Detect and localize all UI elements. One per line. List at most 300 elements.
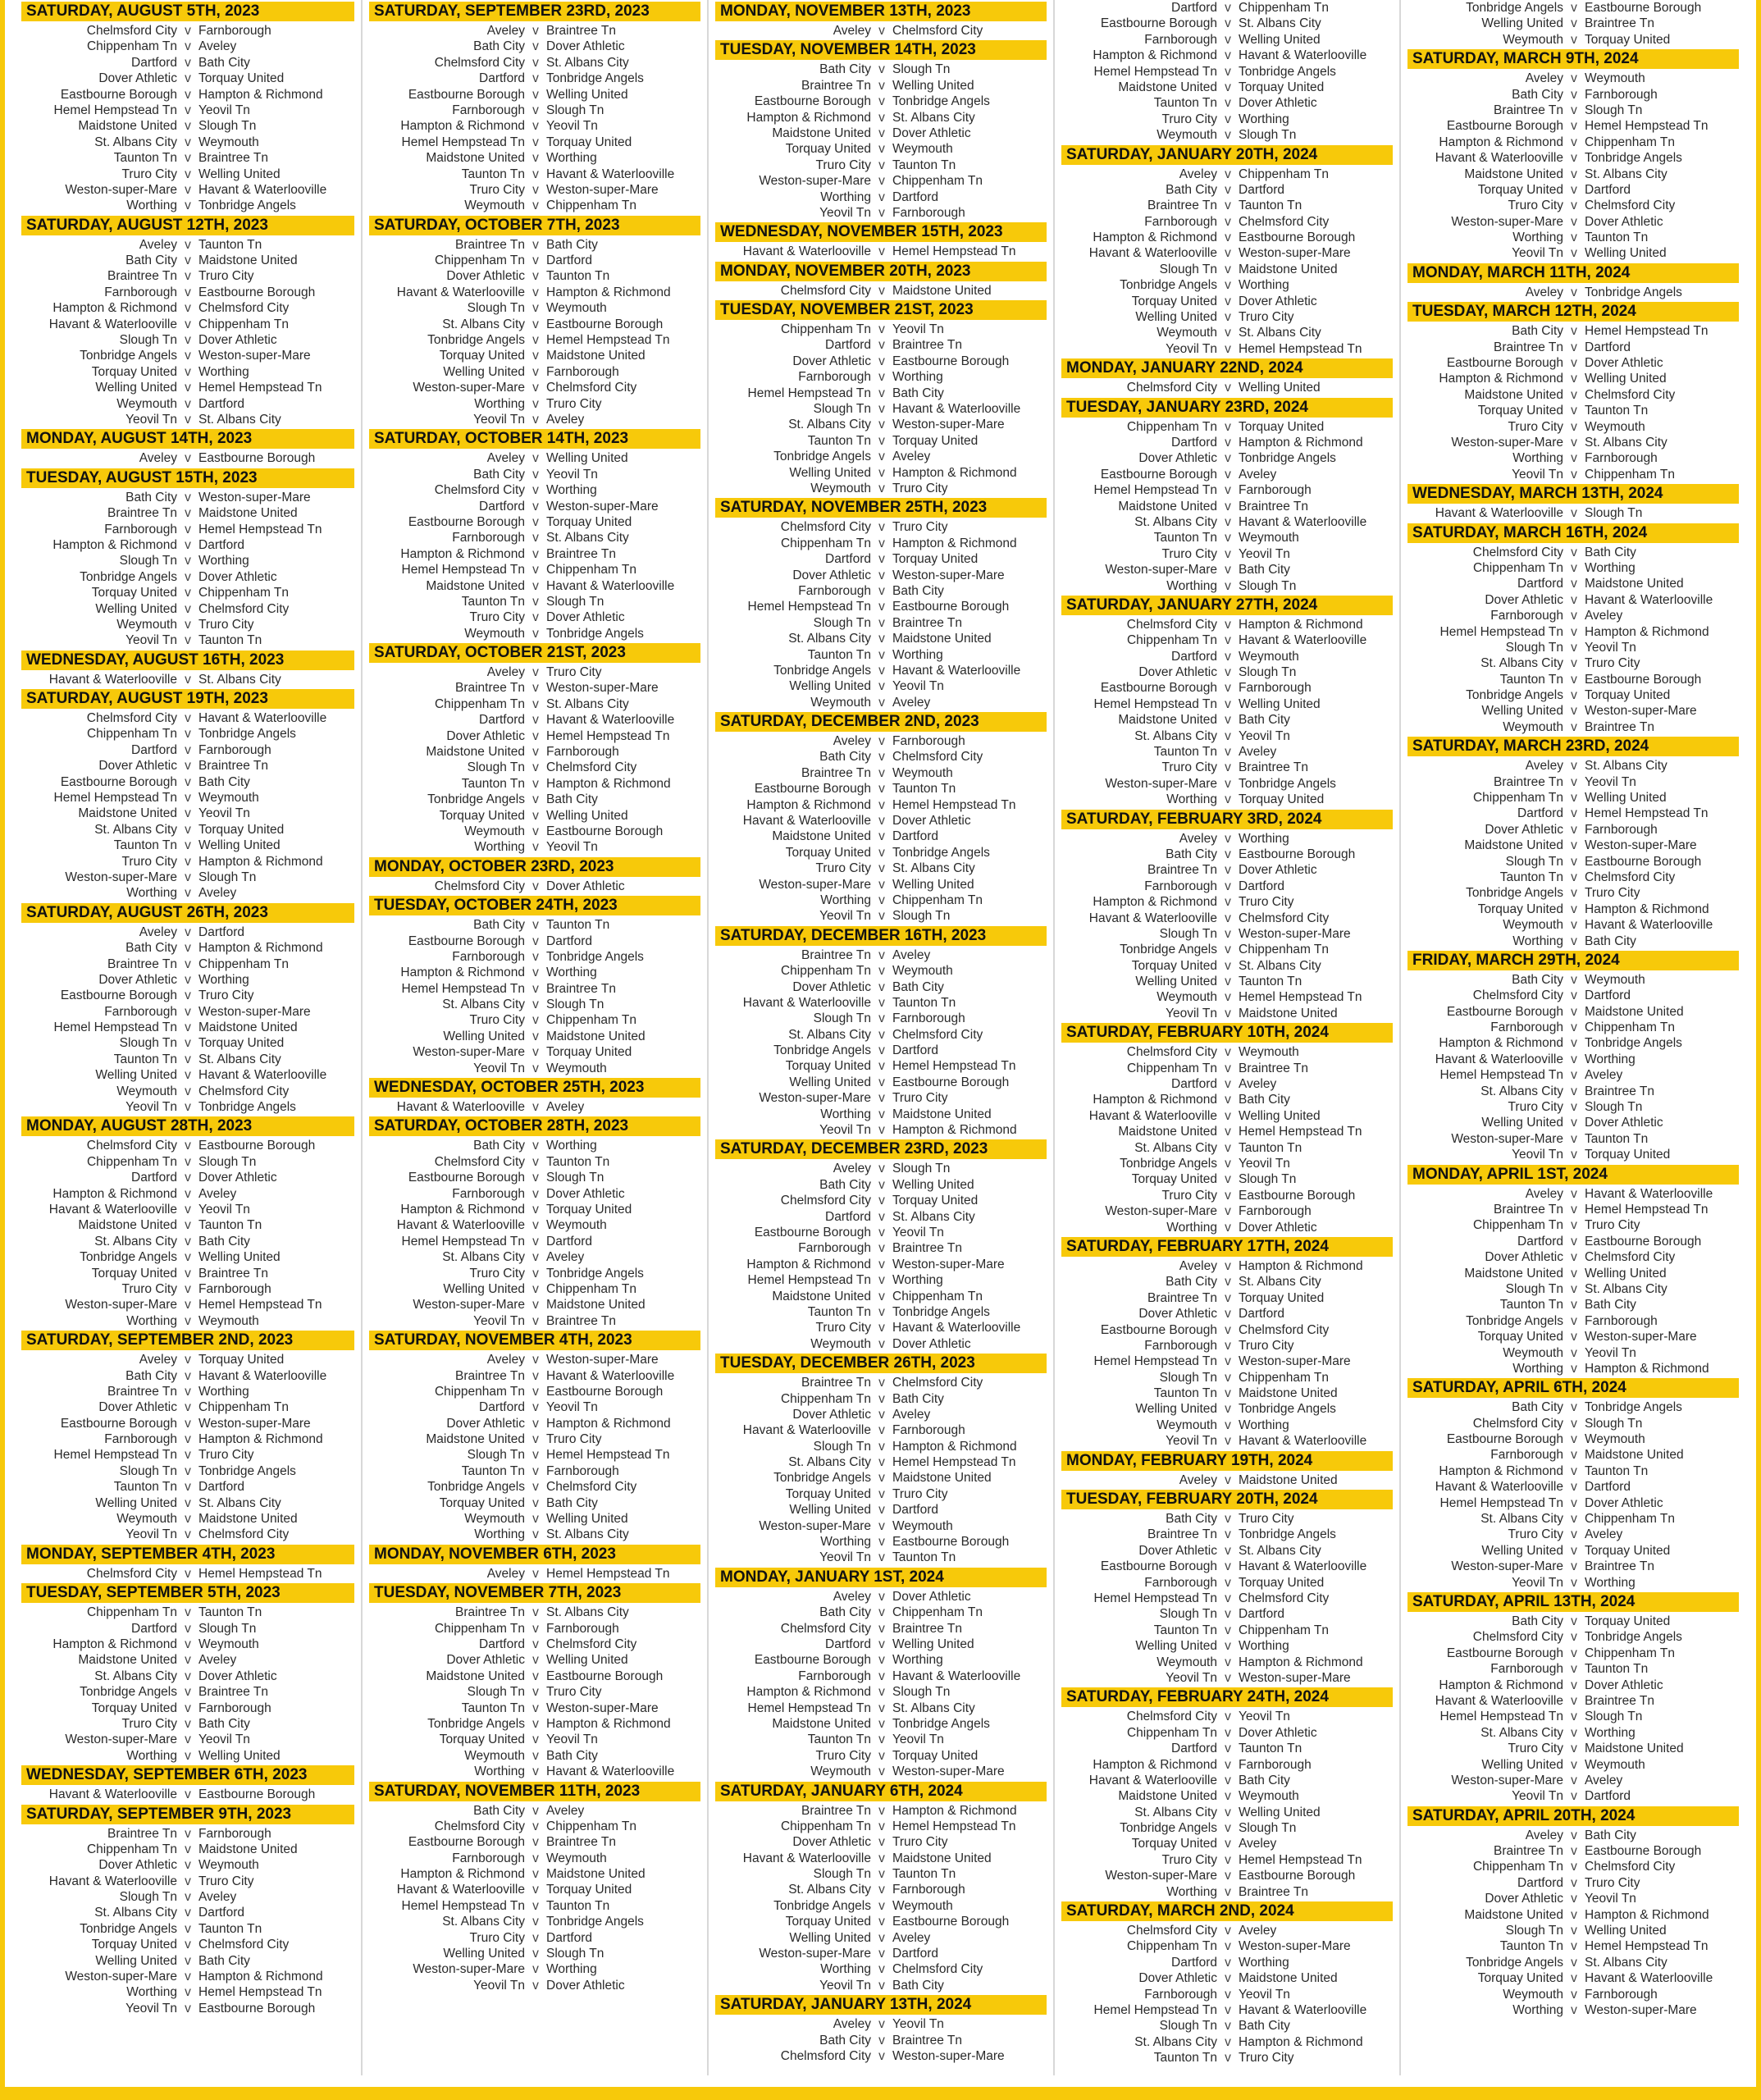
home-team: Farnborough bbox=[104, 285, 177, 299]
away-team: Weymouth bbox=[892, 1518, 953, 1533]
fixture-row bbox=[21, 1716, 354, 1732]
versus-separator: v bbox=[185, 569, 191, 584]
away-team: St. Albans City bbox=[892, 861, 975, 876]
fixture-row bbox=[1061, 182, 1393, 198]
home-team: Dartford bbox=[479, 499, 525, 514]
fixture-row bbox=[715, 1502, 1047, 1518]
versus-separator: v bbox=[1571, 1463, 1577, 1478]
home-team: Bath City bbox=[819, 2033, 871, 2048]
fixture-row bbox=[715, 995, 1047, 1011]
versus-separator: v bbox=[185, 727, 191, 742]
fixture-row bbox=[1061, 1623, 1393, 1638]
fixture-row bbox=[1407, 885, 1739, 901]
away-team: Braintree Tn bbox=[198, 1266, 269, 1281]
fixture-row bbox=[1061, 862, 1393, 878]
away-team: Havant & Waterlooville bbox=[892, 1669, 1021, 1683]
fixture-row bbox=[21, 412, 354, 427]
versus-separator: v bbox=[1225, 1527, 1231, 1542]
versus-separator: v bbox=[1225, 1655, 1231, 1669]
away-team: Dover Athletic bbox=[1585, 356, 1663, 371]
versus-separator: v bbox=[1225, 760, 1231, 775]
home-team: Weymouth bbox=[464, 1512, 525, 1527]
home-team: Worthing bbox=[1166, 578, 1217, 593]
date-header: SATURDAY, JANUARY 27TH, 2024 bbox=[1061, 596, 1393, 615]
fixture-row bbox=[369, 1701, 700, 1716]
fixture-row bbox=[21, 1787, 354, 1802]
home-team: Havant & Waterlooville bbox=[742, 244, 871, 259]
away-team: Eastbourne Borough bbox=[198, 285, 316, 299]
away-team: Braintree Tn bbox=[546, 24, 617, 38]
fixture-row bbox=[1407, 1788, 1739, 1804]
away-team: Farnborough bbox=[198, 24, 271, 38]
away-team: Farnborough bbox=[546, 364, 619, 379]
fixture-row bbox=[21, 2001, 354, 2016]
fixture-row bbox=[1061, 1006, 1393, 1021]
home-team: Maidstone United bbox=[78, 806, 177, 821]
away-team: Aveley bbox=[546, 1100, 585, 1115]
away-team: Eastbourne Borough bbox=[546, 1384, 664, 1399]
fixture-row bbox=[21, 1399, 354, 1415]
versus-separator: v bbox=[185, 711, 191, 726]
away-team: Truro City bbox=[1585, 886, 1640, 901]
versus-separator: v bbox=[1225, 617, 1231, 632]
away-team: Bath City bbox=[1585, 1828, 1636, 1842]
fixture-row bbox=[1407, 1004, 1739, 1020]
home-team: Dartford bbox=[825, 552, 871, 567]
home-team: St. Albans City bbox=[442, 317, 525, 331]
away-team: Havant & Waterlooville bbox=[198, 711, 327, 726]
home-team: Slough Tn bbox=[467, 1685, 525, 1700]
versus-separator: v bbox=[532, 934, 539, 948]
away-team: Taunton Tn bbox=[1239, 975, 1303, 989]
versus-separator: v bbox=[532, 1621, 539, 1636]
home-team: St. Albans City bbox=[94, 822, 177, 837]
fixture-row bbox=[369, 1352, 700, 1367]
away-team: Weston-super-Mare bbox=[892, 1257, 1005, 1271]
home-team: Truro City bbox=[1161, 1852, 1217, 1867]
versus-separator: v bbox=[1225, 199, 1231, 213]
away-team: Dartford bbox=[198, 537, 244, 552]
fixture-row bbox=[715, 797, 1047, 813]
fixture-row bbox=[1061, 1820, 1393, 1836]
date-header: MONDAY, JANUARY 22ND, 2024 bbox=[1061, 358, 1393, 378]
away-team: Chelmsford City bbox=[546, 1480, 637, 1495]
home-team: Slough Tn bbox=[1159, 2019, 1217, 2034]
fixture-row bbox=[21, 806, 354, 821]
home-team: Slough Tn bbox=[1505, 854, 1563, 869]
fixture-row bbox=[1061, 1987, 1393, 2002]
away-team: Hampton & Richmond bbox=[1239, 435, 1363, 450]
versus-separator: v bbox=[878, 1930, 885, 1945]
fixture-row bbox=[1061, 680, 1393, 696]
home-team: Maidstone United bbox=[1464, 838, 1563, 853]
fixture-row bbox=[715, 1701, 1047, 1716]
away-team: Torquay United bbox=[1585, 688, 1671, 703]
fixture-row bbox=[369, 1281, 700, 1297]
versus-separator: v bbox=[532, 1883, 539, 1897]
versus-separator: v bbox=[1571, 592, 1577, 607]
home-team: Weston-super-Mare bbox=[1105, 1204, 1217, 1219]
versus-separator: v bbox=[185, 1566, 191, 1581]
away-team: St. Albans City bbox=[198, 1495, 281, 1510]
versus-separator: v bbox=[878, 1851, 885, 1865]
versus-separator: v bbox=[185, 301, 191, 316]
home-team: Yeovil Tn bbox=[1512, 1789, 1563, 1804]
date-header: TUESDAY, AUGUST 15TH, 2023 bbox=[21, 468, 354, 488]
versus-separator: v bbox=[185, 1842, 191, 1856]
fixture-row bbox=[715, 244, 1047, 259]
versus-separator: v bbox=[1571, 1725, 1577, 1740]
away-team: Weymouth bbox=[546, 1851, 607, 1865]
versus-separator: v bbox=[185, 601, 191, 616]
home-team: Chelmsford City bbox=[86, 711, 177, 726]
home-team: Hampton & Richmond bbox=[52, 1186, 177, 1201]
fixture-row bbox=[715, 1748, 1047, 1764]
versus-separator: v bbox=[1571, 1773, 1577, 1787]
versus-separator: v bbox=[532, 1819, 539, 1833]
versus-separator: v bbox=[532, 396, 539, 411]
away-team: Bath City bbox=[546, 1495, 598, 1510]
away-team: Torquay United bbox=[546, 1045, 632, 1060]
away-team: Weston-super-Mare bbox=[546, 681, 659, 696]
versus-separator: v bbox=[1225, 278, 1231, 293]
away-team: Weston-super-Mare bbox=[1239, 246, 1351, 261]
away-team: Slough Tn bbox=[198, 1621, 257, 1636]
fixture-row bbox=[1407, 1329, 1739, 1344]
home-team: Maidstone United bbox=[772, 1289, 871, 1303]
versus-separator: v bbox=[1225, 1591, 1231, 1605]
fixture-row bbox=[715, 845, 1047, 861]
away-team: Tonbridge Angels bbox=[1239, 451, 1336, 466]
fixture-row bbox=[1407, 1281, 1739, 1297]
versus-separator: v bbox=[1571, 870, 1577, 884]
date-header: SATURDAY, APRIL 13TH, 2024 bbox=[1407, 1592, 1739, 1612]
versus-separator: v bbox=[532, 269, 539, 284]
versus-separator: v bbox=[878, 386, 885, 400]
fixture-row bbox=[1061, 1852, 1393, 1868]
home-team: Welling United bbox=[1481, 704, 1563, 719]
versus-separator: v bbox=[1225, 451, 1231, 466]
home-team: Weston-super-Mare bbox=[65, 1298, 177, 1312]
versus-separator: v bbox=[878, 1177, 885, 1192]
away-team: Chippenham Tn bbox=[892, 1289, 983, 1303]
fixture-row bbox=[1061, 989, 1393, 1005]
home-team: Torquay United bbox=[1477, 182, 1563, 197]
fixture-row bbox=[1061, 2050, 1393, 2066]
versus-separator: v bbox=[878, 964, 885, 979]
home-team: Tonbridge Angels bbox=[427, 792, 525, 807]
fixture-row bbox=[715, 1637, 1047, 1652]
fixture-row bbox=[715, 1193, 1047, 1208]
home-team: Worthing bbox=[1512, 2002, 1563, 2017]
versus-separator: v bbox=[878, 1321, 885, 1335]
versus-separator: v bbox=[532, 1266, 539, 1281]
versus-separator: v bbox=[532, 760, 539, 775]
fixture-row bbox=[1407, 167, 1739, 182]
away-team: Taunton Tn bbox=[892, 995, 956, 1010]
home-team: Bath City bbox=[819, 750, 871, 765]
home-team: Chippenham Tn bbox=[86, 39, 177, 54]
away-team: Hampton & Richmond bbox=[1239, 1655, 1363, 1669]
versus-separator: v bbox=[532, 1139, 539, 1153]
fixture-row bbox=[369, 1621, 700, 1637]
home-team: Weston-super-Mare bbox=[413, 1045, 525, 1060]
versus-separator: v bbox=[1225, 1077, 1231, 1092]
versus-separator: v bbox=[1571, 87, 1577, 102]
away-team: Hemel Hempstead Tn bbox=[892, 797, 1016, 812]
versus-separator: v bbox=[878, 78, 885, 93]
fixture-row bbox=[715, 1336, 1047, 1352]
fixture-row bbox=[1061, 1757, 1393, 1773]
home-team: Yeovil Tn bbox=[819, 1550, 871, 1565]
fixture-row bbox=[21, 972, 354, 988]
fixture-row bbox=[369, 1099, 700, 1115]
fixture-row bbox=[21, 1431, 354, 1447]
away-team: Hemel Hempstead Tn bbox=[546, 1448, 670, 1463]
versus-separator: v bbox=[532, 151, 539, 166]
fixture-row bbox=[1407, 1678, 1739, 1693]
fixture-row bbox=[21, 1020, 354, 1035]
fixture-row bbox=[369, 1384, 700, 1399]
fixture-row bbox=[21, 1447, 354, 1463]
home-team: Taunton Tn bbox=[461, 1463, 525, 1478]
away-team: Aveley bbox=[198, 1186, 237, 1201]
versus-separator: v bbox=[1225, 1322, 1231, 1337]
versus-separator: v bbox=[532, 1298, 539, 1312]
home-team: Eastbourne Borough bbox=[1100, 467, 1217, 482]
home-team: Truro City bbox=[1508, 419, 1563, 434]
home-team: Chelmsford City bbox=[86, 1566, 177, 1581]
versus-separator: v bbox=[878, 583, 885, 598]
home-team: Torquay United bbox=[1131, 1172, 1217, 1187]
versus-separator: v bbox=[532, 1803, 539, 1818]
fixture-row bbox=[1407, 1463, 1739, 1479]
away-team: Dover Athletic bbox=[546, 1186, 625, 1201]
away-team: Slough Tn bbox=[1585, 103, 1643, 117]
fixture-row bbox=[1061, 617, 1393, 632]
versus-separator: v bbox=[878, 1273, 885, 1288]
fixture-row bbox=[1061, 1338, 1393, 1354]
fixture-row bbox=[21, 774, 354, 790]
away-team: Dartford bbox=[1239, 1307, 1284, 1322]
away-team: Worthing bbox=[892, 647, 943, 662]
versus-separator: v bbox=[1571, 1416, 1577, 1431]
versus-separator: v bbox=[878, 126, 885, 140]
away-team: Taunton Tn bbox=[546, 918, 610, 933]
home-team: Chelmsford City bbox=[1126, 381, 1217, 395]
versus-separator: v bbox=[1225, 214, 1231, 229]
home-team: Weymouth bbox=[1503, 918, 1563, 933]
home-team: St. Albans City bbox=[1134, 1140, 1217, 1155]
fixture-row bbox=[369, 237, 700, 253]
fixture-row bbox=[369, 1961, 700, 1977]
home-team: St. Albans City bbox=[1134, 2034, 1217, 2049]
away-team: Maidstone United bbox=[892, 1471, 992, 1486]
home-team: Torquay United bbox=[785, 845, 871, 860]
versus-separator: v bbox=[1225, 1172, 1231, 1187]
away-team: St. Albans City bbox=[198, 1052, 281, 1066]
fixture-row bbox=[21, 1099, 354, 1115]
fixture-row bbox=[1407, 1115, 1739, 1130]
away-team: Bath City bbox=[1585, 1298, 1636, 1312]
fixture-row bbox=[715, 205, 1047, 221]
fixture-row bbox=[1407, 1859, 1739, 1874]
versus-separator: v bbox=[532, 71, 539, 86]
home-team: Truro City bbox=[469, 1266, 525, 1281]
fixture-row bbox=[715, 1550, 1047, 1565]
versus-separator: v bbox=[1571, 246, 1577, 261]
away-team: Braintree Tn bbox=[1239, 1061, 1309, 1075]
versus-separator: v bbox=[1225, 1639, 1231, 1654]
versus-separator: v bbox=[1225, 483, 1231, 498]
date-header: MONDAY, AUGUST 14TH, 2023 bbox=[21, 429, 354, 449]
away-team: Chelmsford City bbox=[198, 1527, 290, 1542]
fixture-row bbox=[1407, 902, 1739, 917]
versus-separator: v bbox=[1571, 719, 1577, 734]
home-team: Weston-super-Mare bbox=[1105, 563, 1217, 578]
home-team: Truro City bbox=[121, 167, 177, 181]
home-team: Hemel Hempstead Tn bbox=[401, 563, 525, 578]
home-team: Tonbridge Angels bbox=[1120, 278, 1217, 293]
away-team: Eastbourne Borough bbox=[546, 1669, 664, 1683]
home-team: Hemel Hempstead Tn bbox=[53, 1448, 177, 1463]
home-team: Hemel Hempstead Tn bbox=[53, 1020, 177, 1035]
fixture-row bbox=[1407, 1447, 1739, 1463]
date-header: SATURDAY, APRIL 6TH, 2024 bbox=[1407, 1378, 1739, 1398]
home-team: Farnborough bbox=[1490, 1662, 1563, 1677]
away-team: Torquay United bbox=[198, 1036, 285, 1051]
home-team: Weston-super-Mare bbox=[759, 877, 871, 892]
home-team: Torquay United bbox=[1477, 1330, 1563, 1344]
away-team: Welling United bbox=[1585, 372, 1667, 386]
versus-separator: v bbox=[532, 713, 539, 728]
home-team: Braintree Tn bbox=[801, 765, 871, 780]
versus-separator: v bbox=[1571, 119, 1577, 134]
versus-separator: v bbox=[1225, 310, 1231, 325]
fixture-row bbox=[715, 892, 1047, 908]
home-team: Slough Tn bbox=[119, 1036, 177, 1051]
away-team: Eastbourne Borough bbox=[198, 2001, 316, 2016]
fixture-row bbox=[369, 1138, 700, 1153]
away-team: Bath City bbox=[198, 1716, 250, 1731]
versus-separator: v bbox=[1225, 1852, 1231, 1867]
fixture-row bbox=[1061, 760, 1393, 775]
home-team: Eastbourne Borough bbox=[754, 94, 871, 109]
fixture-row bbox=[1061, 1655, 1393, 1670]
versus-separator: v bbox=[532, 1416, 539, 1431]
date-header: WEDNESDAY, SEPTEMBER 6TH, 2023 bbox=[21, 1765, 354, 1785]
versus-separator: v bbox=[185, 490, 191, 504]
away-team: Maidstone United bbox=[892, 1107, 992, 1121]
versus-separator: v bbox=[185, 1701, 191, 1715]
fixture-row bbox=[369, 1764, 700, 1779]
fixture-row bbox=[1407, 1891, 1739, 1906]
home-team: Aveley bbox=[486, 1566, 525, 1581]
fixture-row bbox=[715, 599, 1047, 614]
fixture-row bbox=[1061, 1472, 1393, 1488]
home-team: Maidstone United bbox=[1118, 713, 1217, 728]
fixture-row bbox=[715, 829, 1047, 844]
home-team: Aveley bbox=[833, 2017, 871, 2032]
home-team: Slough Tn bbox=[1505, 640, 1563, 655]
away-team: Hampton & Richmond bbox=[198, 1432, 323, 1447]
versus-separator: v bbox=[532, 776, 539, 791]
away-team: Bath City bbox=[1239, 563, 1290, 578]
versus-separator: v bbox=[1225, 696, 1231, 711]
versus-separator: v bbox=[532, 594, 539, 609]
away-team: Tonbridge Angels bbox=[1585, 1400, 1682, 1415]
home-team: Weston-super-Mare bbox=[1451, 1773, 1563, 1787]
fixture-row bbox=[1407, 387, 1739, 403]
fixture-row bbox=[1407, 774, 1739, 790]
home-team: Truro City bbox=[815, 158, 871, 172]
away-team: Yeovil Tn bbox=[1585, 640, 1636, 655]
fixture-row bbox=[21, 1084, 354, 1099]
fixture-row bbox=[1061, 499, 1393, 514]
away-team: Torquay United bbox=[1585, 1543, 1671, 1558]
fixture-row bbox=[1061, 1188, 1393, 1203]
fixture-row bbox=[715, 1375, 1047, 1390]
fixture-row bbox=[369, 1914, 700, 1929]
away-team: St. Albans City bbox=[892, 1209, 975, 1224]
away-team: Weston-super-Mare bbox=[1585, 2002, 1697, 2017]
fixture-row bbox=[715, 1122, 1047, 1138]
away-team: Yeovil Tn bbox=[1239, 1157, 1290, 1171]
versus-separator: v bbox=[1225, 1559, 1231, 1574]
fixture-row bbox=[21, 585, 354, 600]
versus-separator: v bbox=[532, 1218, 539, 1233]
versus-separator: v bbox=[878, 1685, 885, 1700]
away-team: St. Albans City bbox=[1585, 435, 1667, 450]
away-team: Chippenham Tn bbox=[892, 892, 983, 907]
home-team: St. Albans City bbox=[442, 998, 525, 1012]
versus-separator: v bbox=[1225, 926, 1231, 941]
versus-separator: v bbox=[878, 402, 885, 417]
home-team: Weymouth bbox=[116, 1512, 177, 1527]
fixture-row bbox=[715, 1257, 1047, 1272]
fixture-row bbox=[715, 110, 1047, 126]
home-team: Yeovil Tn bbox=[819, 1123, 871, 1138]
home-team: Torquay United bbox=[785, 1486, 871, 1501]
fixture-row bbox=[21, 1937, 354, 1952]
away-team: Taunton Tn bbox=[892, 158, 956, 172]
away-team: Weymouth bbox=[198, 135, 259, 149]
away-team: Eastbourne Borough bbox=[546, 317, 664, 331]
date-header: SATURDAY, MARCH 16TH, 2024 bbox=[1407, 523, 1739, 543]
home-team: Havant & Waterlooville bbox=[48, 672, 177, 687]
away-team: Eastbourne Borough bbox=[1239, 1188, 1356, 1203]
versus-separator: v bbox=[1571, 1281, 1577, 1296]
versus-separator: v bbox=[185, 199, 191, 213]
away-team: Dartford bbox=[1585, 988, 1631, 1003]
versus-separator: v bbox=[878, 615, 885, 630]
fixture-row bbox=[369, 1202, 700, 1217]
home-team: Maidstone United bbox=[772, 126, 871, 140]
versus-separator: v bbox=[878, 1535, 885, 1550]
versus-separator: v bbox=[878, 174, 885, 189]
away-team: Welling United bbox=[546, 1653, 628, 1668]
home-team: Worthing bbox=[126, 1748, 177, 1763]
versus-separator: v bbox=[532, 1915, 539, 1929]
fixture-row bbox=[1061, 958, 1393, 974]
home-team: Tonbridge Angels bbox=[1466, 1313, 1563, 1328]
versus-separator: v bbox=[1571, 1892, 1577, 1906]
home-team: Tonbridge Angels bbox=[427, 333, 525, 348]
fixture-row bbox=[715, 1320, 1047, 1335]
fixture-row bbox=[1061, 562, 1393, 578]
home-team: Farnborough bbox=[1144, 1575, 1217, 1590]
versus-separator: v bbox=[878, 1764, 885, 1779]
